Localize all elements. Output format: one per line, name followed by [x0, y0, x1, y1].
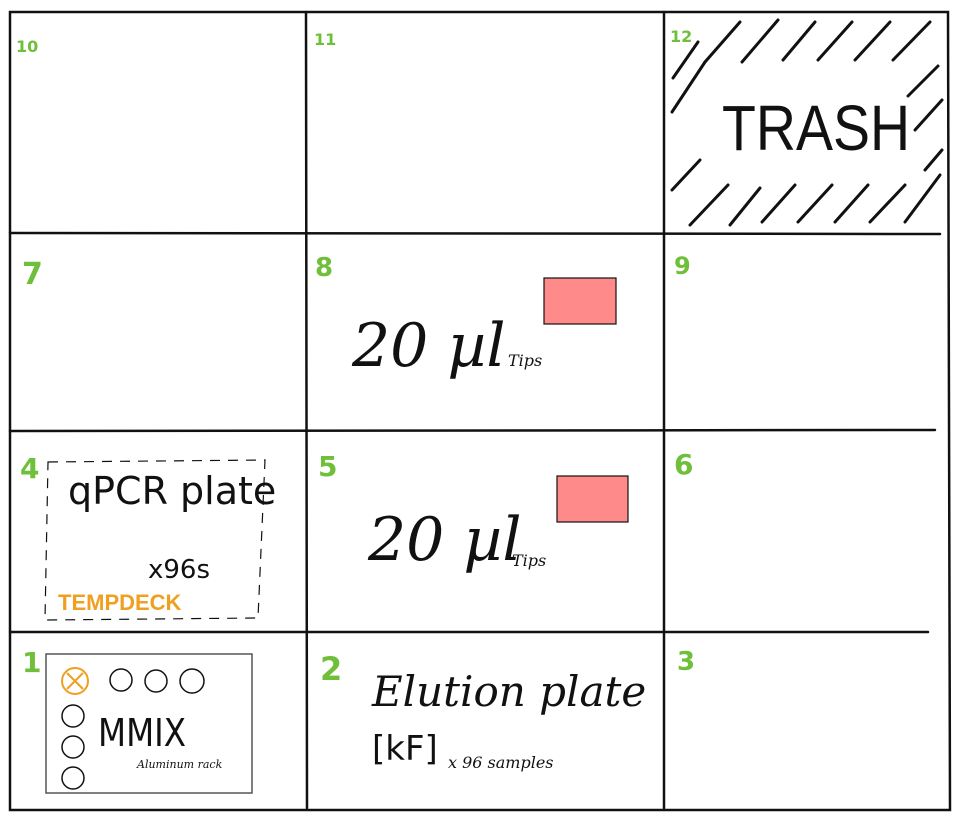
elution-slot-2	[371, 667, 646, 772]
tips-volume-upper: 20 µl	[352, 311, 506, 381]
row-divider-2	[10, 430, 935, 431]
slot-number-10: 10	[16, 37, 39, 56]
tips-volume-lower: 20 µl	[368, 505, 522, 575]
tip-rack-slot-5	[367, 476, 628, 575]
tip-rack-slot-8	[351, 278, 616, 381]
qpcr-slot-4	[45, 460, 276, 620]
elution-sample-count: x 96 samples	[448, 753, 554, 772]
slot-number-8: 8	[315, 253, 334, 283]
tempdeck-label: TEMPDECK	[58, 590, 182, 615]
rack-tube	[62, 767, 84, 789]
slot-number-11: 11	[314, 30, 337, 49]
row-divider-1	[10, 233, 940, 234]
trash-label: TRASH	[722, 92, 910, 164]
tips-suffix-upper: Tips	[508, 351, 543, 370]
slot-number-3: 3	[677, 647, 696, 677]
rack-tube	[180, 669, 204, 693]
slot-number-12: 12	[670, 27, 693, 46]
aluminum-rack-label: Aluminum rack	[137, 758, 223, 771]
slot-number-6: 6	[674, 448, 694, 481]
tips-suffix-lower: Tips	[512, 551, 547, 570]
tips-swatch-lower	[557, 476, 628, 522]
slot-number-4: 4	[20, 452, 40, 485]
trash-slot	[672, 20, 942, 225]
rack-tube	[145, 670, 167, 692]
slot-number-1: 1	[22, 646, 42, 679]
rack-tube	[62, 705, 84, 727]
elution-plate-title: Elution plate	[372, 667, 647, 716]
qpcr-plate-title: qPCR plate	[68, 469, 277, 513]
mmix-rack-slot-1	[46, 654, 252, 793]
slot-number-5: 5	[318, 450, 338, 483]
mmix-label: MMIX	[98, 711, 186, 755]
qpcr-sample-count: x96s	[148, 555, 211, 585]
rack-tube	[110, 669, 132, 691]
rack-tube	[62, 736, 84, 758]
slot-number-9: 9	[674, 252, 691, 280]
elution-reagent: [kF]	[372, 729, 438, 769]
slot-number-2: 2	[320, 650, 343, 688]
slot-number-7: 7	[22, 257, 43, 292]
tips-swatch-upper	[544, 278, 616, 324]
column-divider-left	[306, 12, 307, 808]
